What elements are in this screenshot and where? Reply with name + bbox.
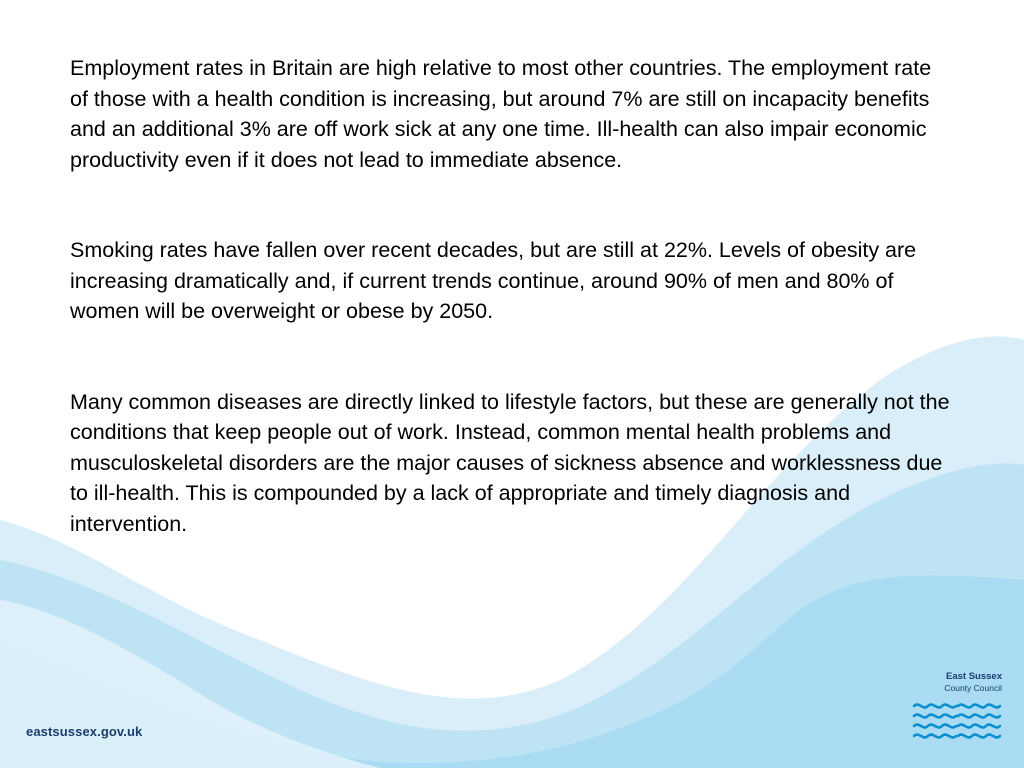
logo-subtitle: County Council — [944, 683, 1002, 693]
east-sussex-logo — [912, 672, 1002, 744]
waves-logo-icon — [912, 700, 1002, 744]
paragraph-smoking-obesity: Smoking rates have fallen over recent decades, but are still at 22%. Levels of obesity are increasing dramatically and, if current trends continue, around 90% of men and 80% of women will be overweight or obese by 2050. — [70, 238, 917, 323]
body-text — [70, 53, 950, 599]
paragraph-employment: Employment rates in Britain are high relative to most other countries. The employment rate of those with a health condition is increasing, but around 7% are still on incapacity benefits and an additional 3% are off work sick at any one time. Ill-health can also impair economic productivity even if it does not lead to immediate absence. — [70, 56, 932, 172]
paragraph-diseases: Many common diseases are directly linked to lifestyle factors, but these are generally not the conditions that keep people out of work. Instead, common mental health problems and musculoskeletal disorders are the major causes of sickness absence and worklessness due to ill-health. This is compounded by a lack of appropriate and timely diagnosis and intervention. — [70, 389, 950, 536]
footer-website-link[interactable]: eastsussex.gov.uk — [26, 724, 143, 739]
logo-title: East Sussex — [946, 671, 1002, 682]
